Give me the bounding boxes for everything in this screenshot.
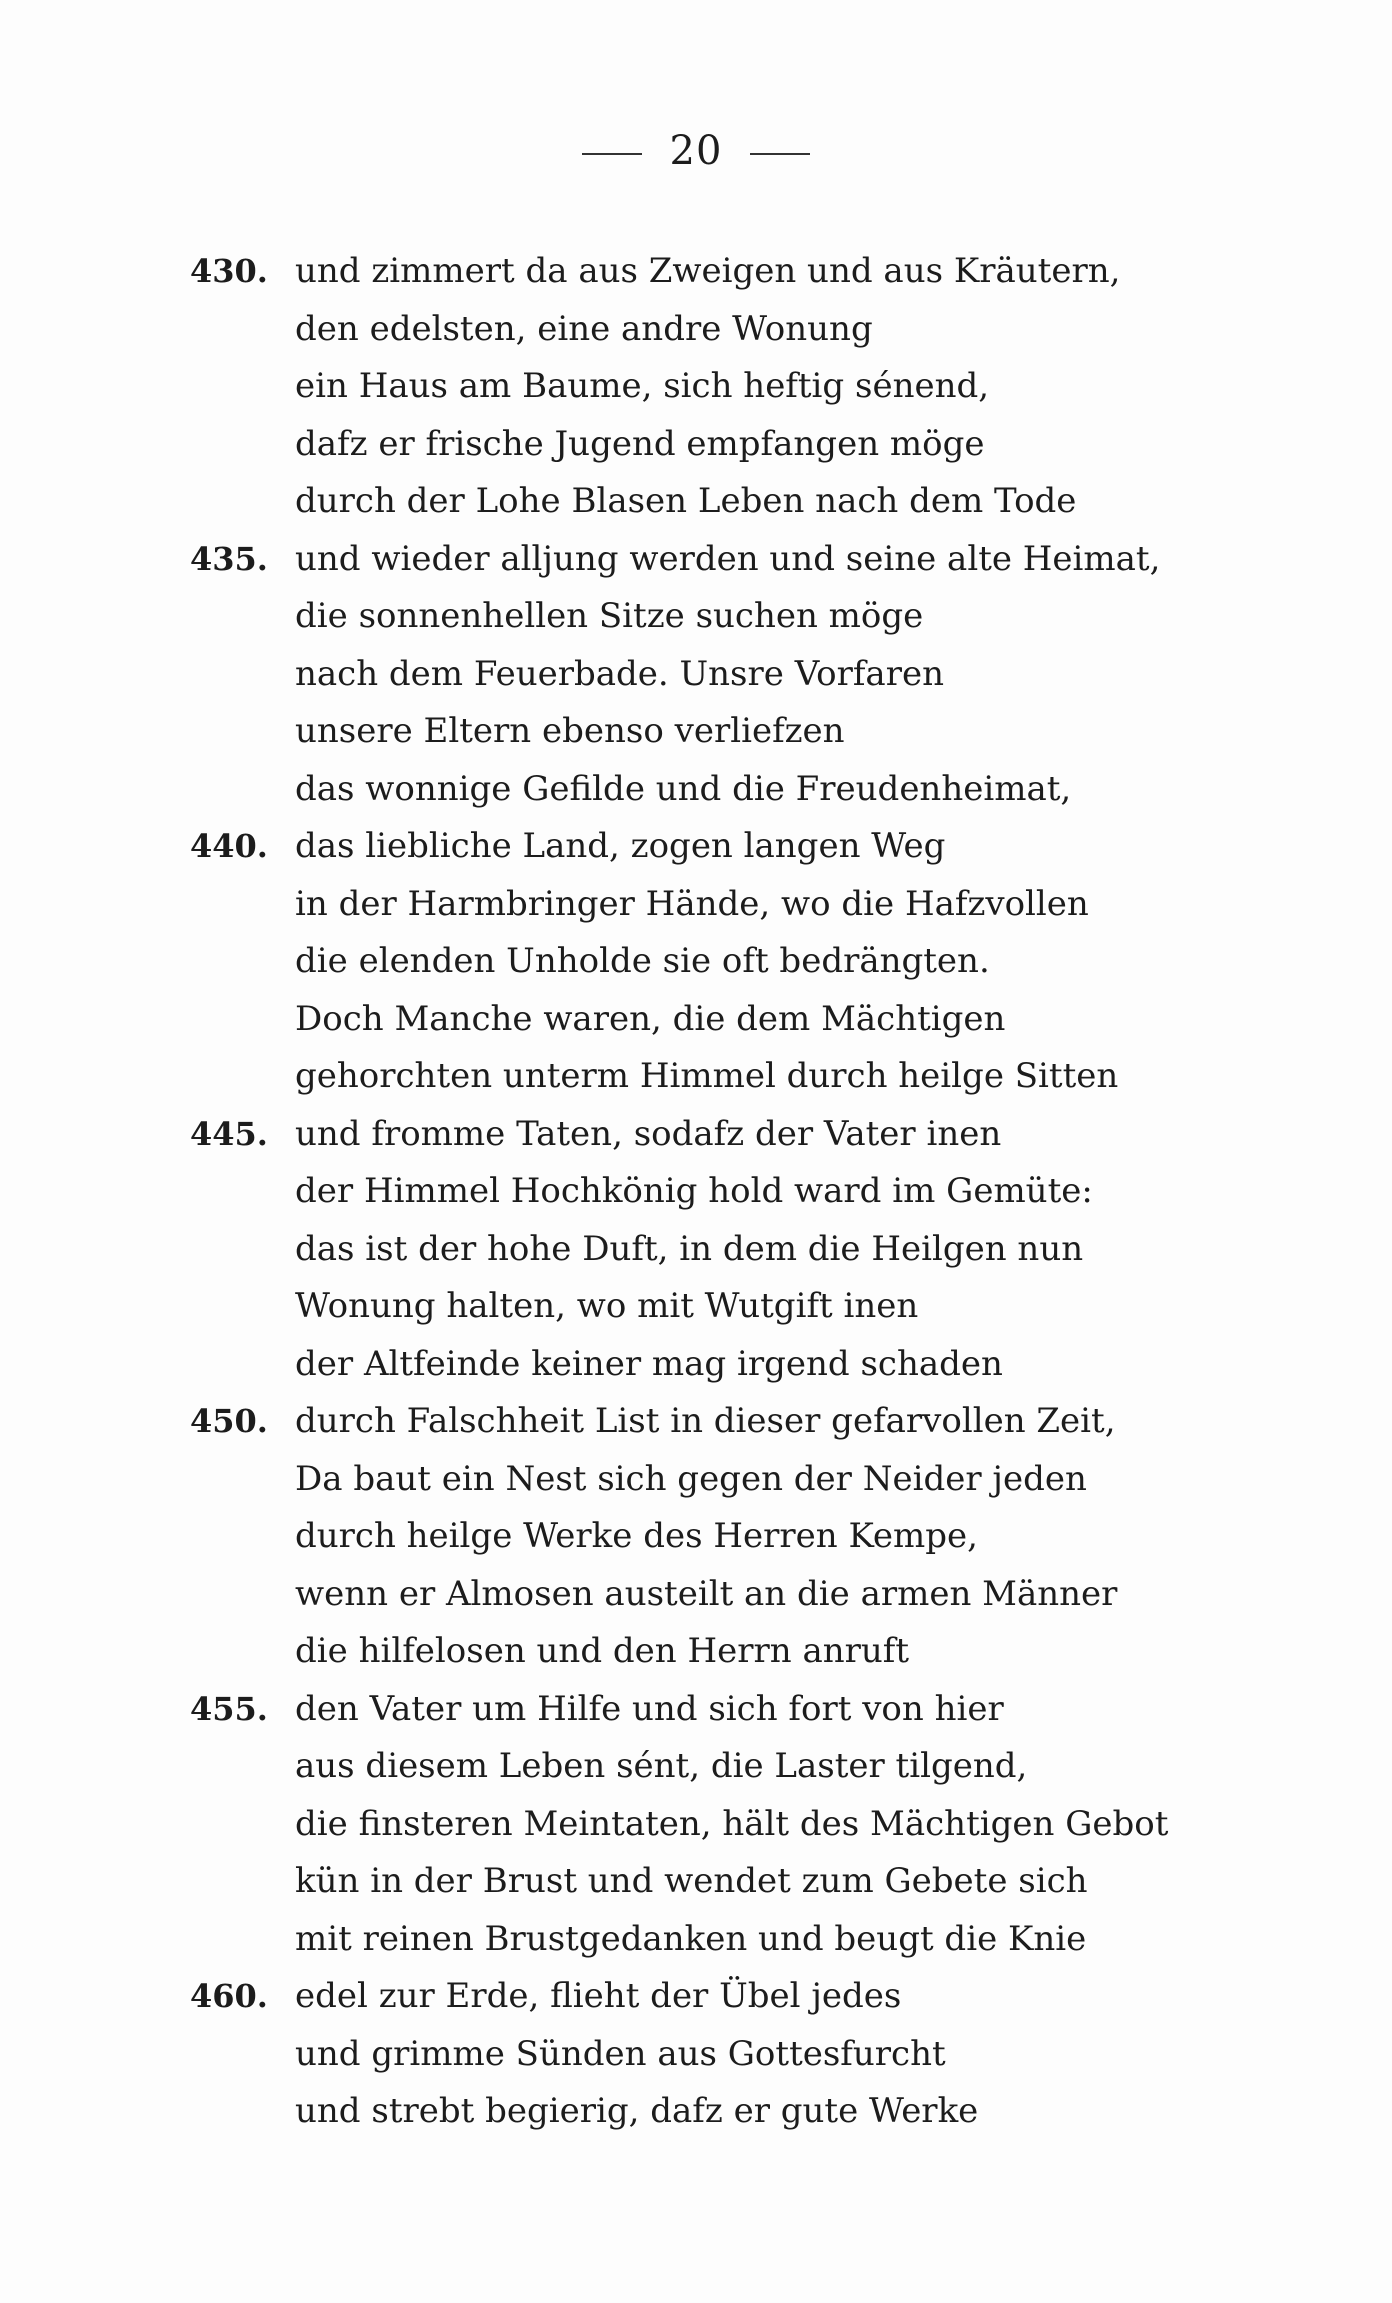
- verse-text: Da baut ein Nest sich gegen der Neider jeden: [295, 1458, 1087, 1499]
- verse-text: die finsteren Meintaten, hält des Mächtigen Gebot: [295, 1803, 1169, 1844]
- verse-text: den Vater um Hilfe und sich fort von hier: [295, 1688, 1004, 1729]
- verse-line: [0, 1623, 1392, 1681]
- verse-line: [0, 531, 1392, 589]
- verse-line: [0, 1796, 1392, 1854]
- page-number: 20: [669, 128, 723, 174]
- verse-line: [0, 1336, 1392, 1394]
- verse-text: und fromme Taten, sodafz der Vater inen: [295, 1113, 1002, 1154]
- verse-line: [0, 876, 1392, 934]
- verse-line: [0, 1048, 1392, 1106]
- verse-line: [0, 2026, 1392, 2084]
- verse-text: mit reinen Brustgedanken und beugt die Knie: [295, 1918, 1087, 1959]
- verse-text: nach dem Feuerbade. Unsre Vorfaren: [295, 653, 944, 694]
- verse-line: [0, 1911, 1392, 1969]
- line-number: 430.: [190, 252, 268, 290]
- verse-text: kün in der Brust und wendet zum Gebete sich: [295, 1861, 1088, 1901]
- verse-text: edel zur Erde, flieht der Übel jedes: [295, 1976, 902, 2016]
- verse-body: [0, 243, 1392, 2141]
- line-number: 455.: [190, 1689, 268, 1728]
- verse-line: [0, 1393, 1392, 1451]
- verse-line: [0, 933, 1392, 991]
- verse-line: [0, 1163, 1392, 1221]
- verse-text: die sonnenhellen Sitze suchen möge: [295, 596, 924, 636]
- verse-text: in der Harmbringer Hände, wo die Hafzvollen: [295, 883, 1089, 924]
- verse-line: [0, 416, 1392, 474]
- header-dash-right: [750, 153, 810, 155]
- line-number: 460.: [190, 1977, 268, 2015]
- verse-line: [0, 1681, 1392, 1739]
- verse-text: das liebliche Land, zogen langen Weg: [295, 826, 946, 866]
- verse-line: [0, 646, 1392, 704]
- verse-text: Doch Manche waren, die dem Mächtigen: [295, 998, 1006, 1039]
- verse-line: [0, 761, 1392, 819]
- verse-text: den edelsten, eine andre Wonung: [295, 308, 873, 349]
- page-header: [0, 128, 1392, 174]
- verse-line: [0, 1853, 1392, 1911]
- verse-line: [0, 2083, 1392, 2141]
- verse-line: [0, 301, 1392, 359]
- verse-text: und strebt begierig, dafz er gute Werke: [295, 2091, 979, 2131]
- verse-text: das wonnige Gefilde und die Freudenheimat,: [295, 768, 1072, 809]
- verse-text: und zimmert da aus Zweigen und aus Kräutern,: [295, 251, 1121, 291]
- verse-text: Wonung halten, wo mit Wutgift inen: [295, 1286, 919, 1326]
- verse-text: wenn er Almosen austeilt an die armen Männer: [295, 1573, 1118, 1614]
- verse-line: [0, 1738, 1392, 1796]
- verse-text: durch heilge Werke des Herren Kempe,: [295, 1516, 978, 1556]
- verse-line: [0, 1968, 1392, 2026]
- line-number: 445.: [190, 1114, 268, 1153]
- verse-line: [0, 1566, 1392, 1624]
- line-number: 435.: [190, 539, 268, 578]
- line-number: 440.: [190, 827, 268, 865]
- verse-line: [0, 991, 1392, 1049]
- line-number: 450.: [190, 1402, 268, 1440]
- header-dash-left: [582, 153, 642, 155]
- verse-text: unsere Eltern ebenso verliefzen: [295, 711, 845, 751]
- verse-line: [0, 473, 1392, 531]
- verse-text: gehorchten unterm Himmel durch heilge Sitten: [295, 1056, 1119, 1096]
- verse-text: die hilfelosen und den Herrn anruft: [295, 1631, 910, 1671]
- verse-text: und wieder alljung werden und seine alte Heimat,: [295, 538, 1161, 579]
- verse-text: das ist der hohe Duft, in dem die Heilgen nun: [295, 1228, 1084, 1269]
- verse-line: [0, 243, 1392, 301]
- verse-text: dafz er frische Jugend empfangen möge: [295, 423, 985, 464]
- verse-text: durch der Lohe Blasen Leben nach dem Tode: [295, 481, 1077, 521]
- verse-text: und grimme Sünden aus Gottesfurcht: [295, 2033, 946, 2074]
- verse-text: der Altfeinde keiner mag irgend schaden: [295, 1343, 1003, 1384]
- verse-line: [0, 1106, 1392, 1164]
- verse-line: [0, 358, 1392, 416]
- verse-text: durch Falschheit List in dieser gefarvollen Zeit,: [295, 1401, 1116, 1441]
- verse-text: der Himmel Hochkönig hold ward im Gemüte:: [295, 1171, 1093, 1211]
- verse-line: [0, 1221, 1392, 1279]
- verse-line: [0, 1278, 1392, 1336]
- verse-text: ein Haus am Baume, sich heftig sénend,: [295, 366, 990, 406]
- verse-line: [0, 818, 1392, 876]
- verse-line: [0, 588, 1392, 646]
- verse-line: [0, 1508, 1392, 1566]
- verse-text: aus diesem Leben sént, die Laster tilgend,: [295, 1746, 1028, 1786]
- verse-line: [0, 1451, 1392, 1509]
- verse-line: [0, 703, 1392, 761]
- verse-text: die elenden Unholde sie oft bedrängten.: [295, 941, 990, 981]
